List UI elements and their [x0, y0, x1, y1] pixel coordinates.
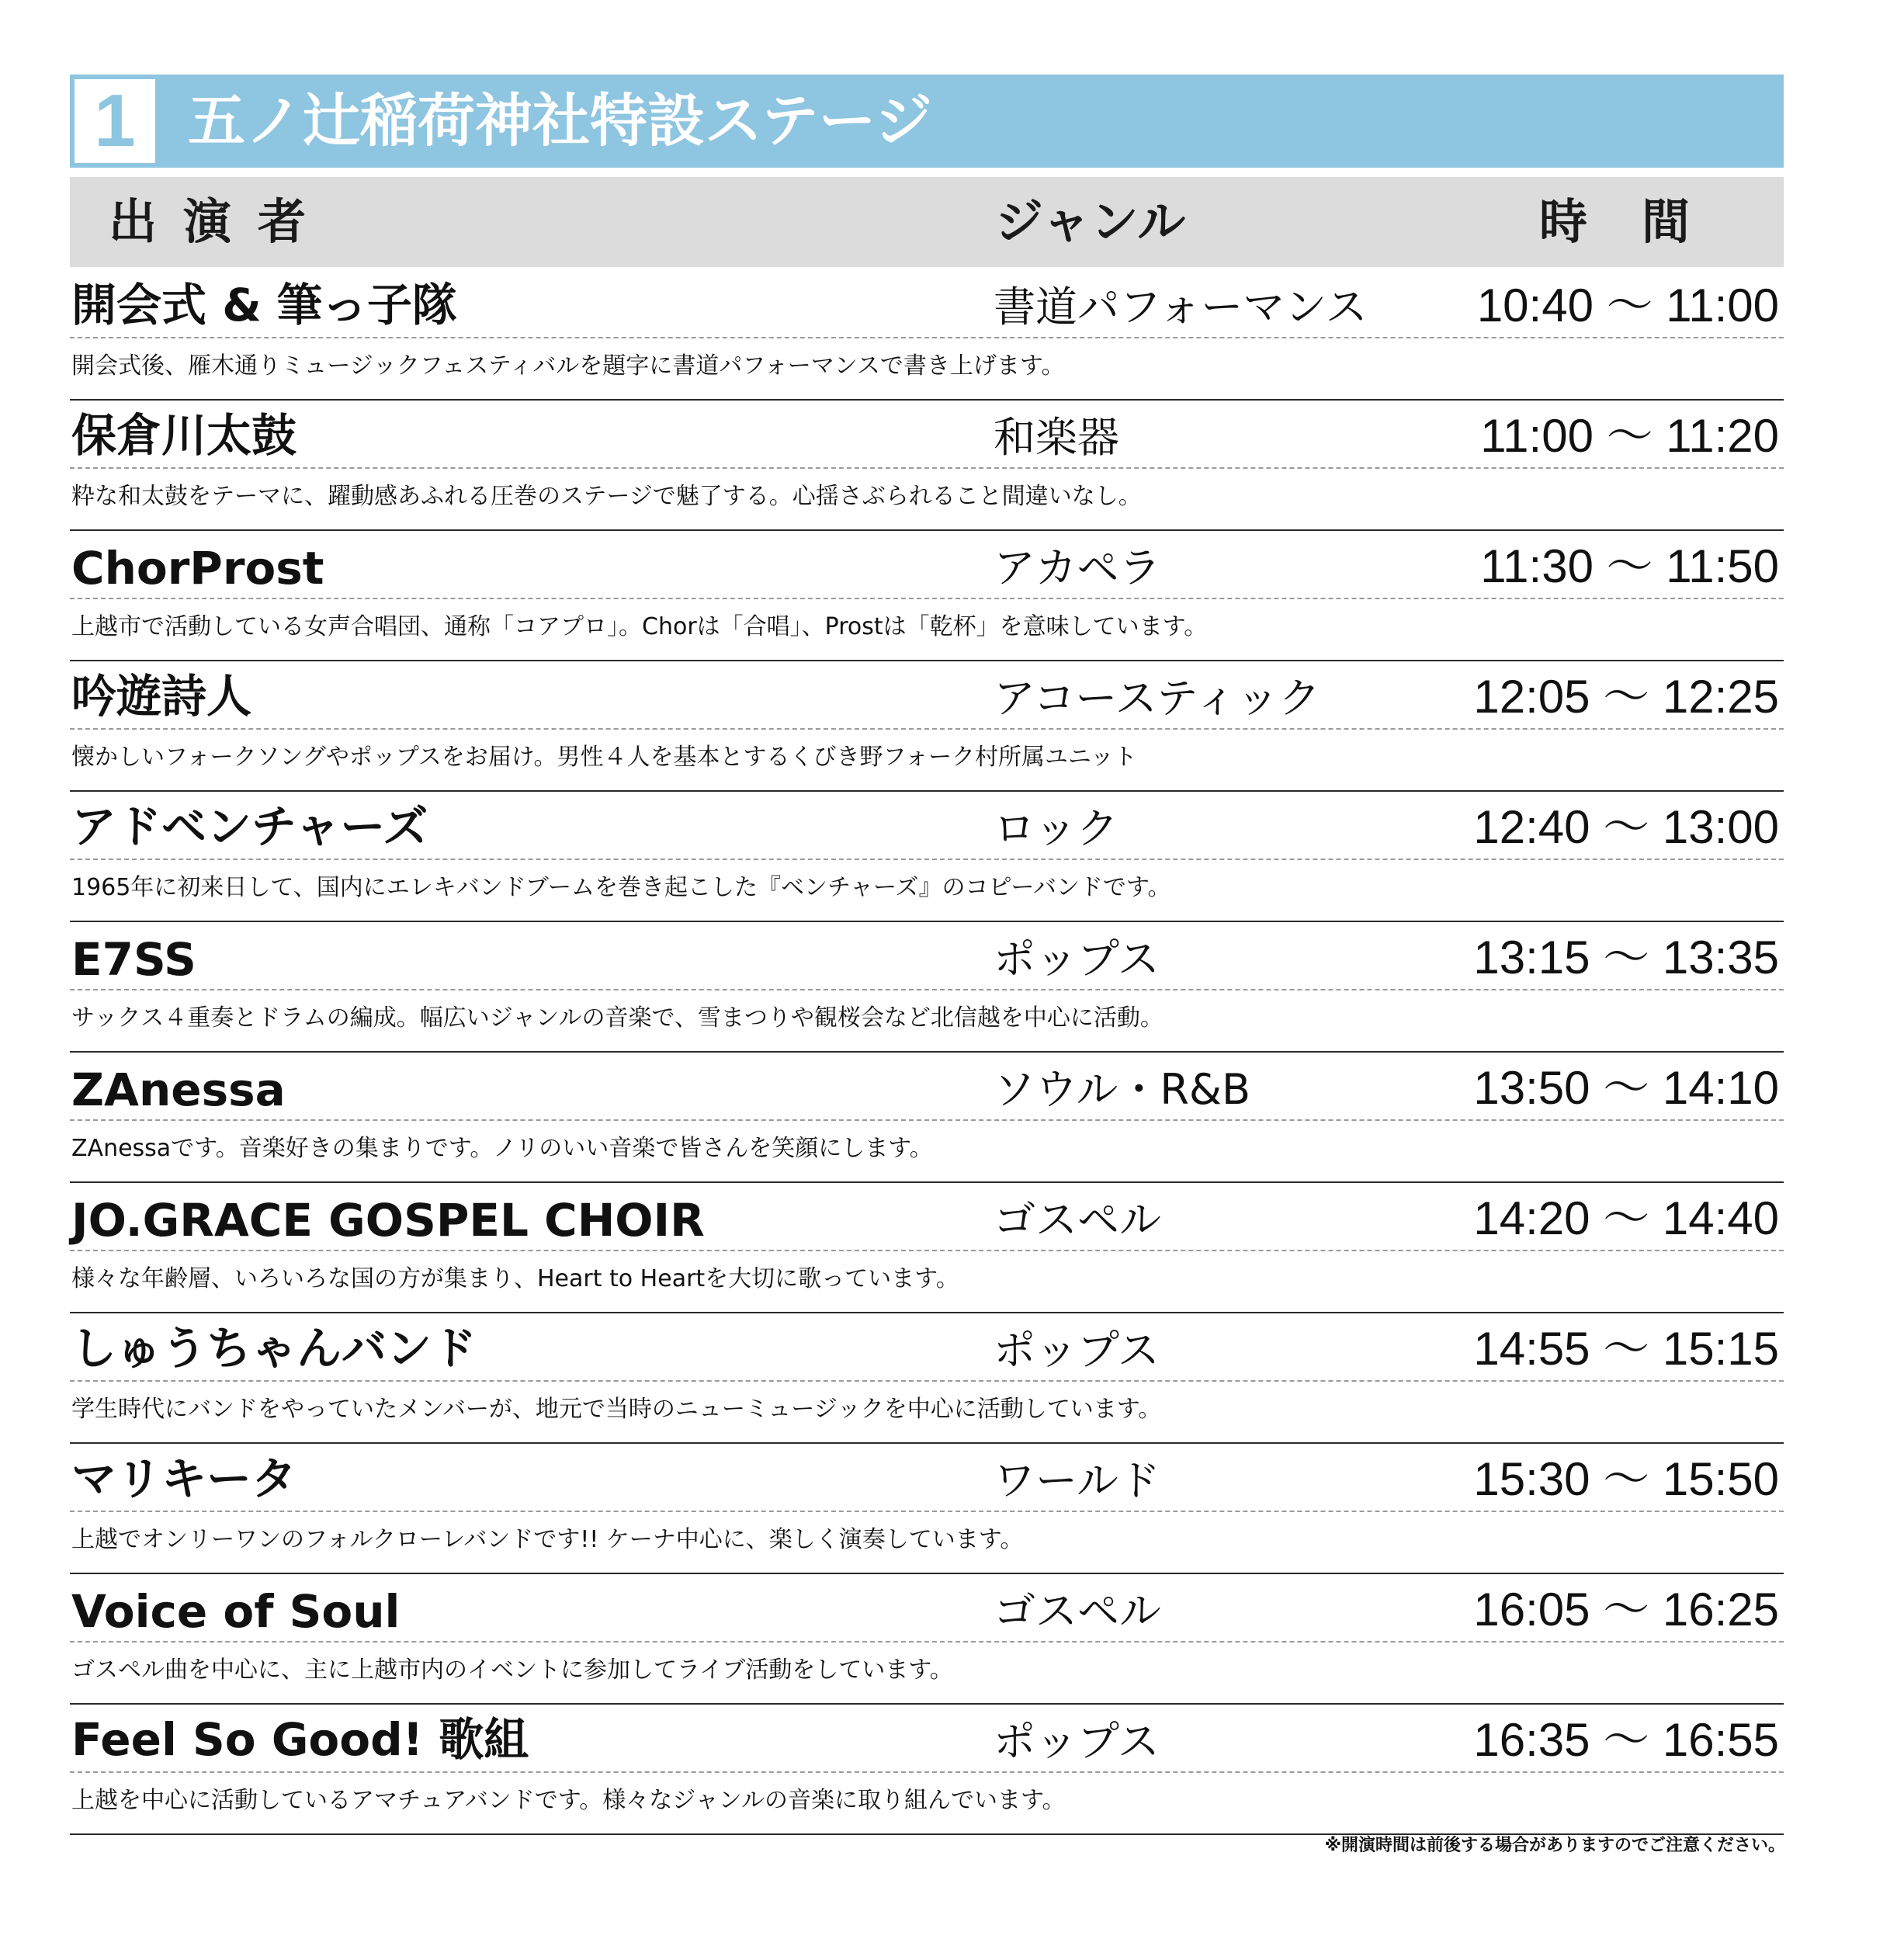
- time-range: 12:05 ～ 12:25: [1473, 671, 1779, 723]
- row-main-line: [70, 1313, 1784, 1382]
- time-range: 16:05 ～ 16:25: [1473, 1584, 1779, 1636]
- genre-label: ソウル・R&B: [994, 1065, 1251, 1114]
- time-range: 11:30 ～ 11:50: [1480, 540, 1779, 592]
- table-row: [70, 1705, 1784, 1835]
- table-row: [70, 922, 1784, 1053]
- performer-name: アドベンチャーズ: [71, 800, 428, 853]
- row-main-line: [70, 270, 1784, 338]
- row-main-line: [70, 1053, 1784, 1121]
- genre-label: ゴスペル: [994, 1195, 1161, 1244]
- row-main-line: [70, 1444, 1784, 1512]
- performer-description: サックス４重奏とドラムの編成。幅広いジャンルの音楽で、雪まつりや観桜会など北信越を中心に活動。: [71, 1004, 1164, 1032]
- genre-label: アコースティック: [994, 674, 1321, 723]
- time-range: 15:30 ～ 15:50: [1473, 1453, 1779, 1505]
- time-range: 14:20 ～ 14:40: [1473, 1192, 1779, 1244]
- performer-name: しゅうちゃんバンド: [71, 1322, 477, 1375]
- time-range: 13:50 ～ 14:10: [1473, 1062, 1779, 1114]
- row-main-line: [70, 922, 1784, 990]
- performer-description: ZAnessaです。音楽好きの集まりです。ノリのいい音楽で皆さんを笑顔にします。: [71, 1135, 933, 1162]
- stage-title-bar: [70, 75, 1784, 168]
- table-header: [70, 177, 1784, 267]
- genre-label: アカペラ: [994, 543, 1161, 592]
- genre-label: ポップス: [994, 935, 1160, 983]
- genre-label: ポップス: [994, 1717, 1160, 1766]
- performer-name: 保倉川太鼓: [71, 409, 297, 462]
- row-main-line: [70, 531, 1784, 599]
- performer-description: ゴスペル曲を中心に、主に上越市内のイベントに参加してライブ活動をしています。: [71, 1656, 953, 1684]
- performer-description: 様々な年齢層、いろいろな国の方が集まり、Heart to Heartを大切に歌っています。: [71, 1265, 959, 1292]
- performer-description: 上越市で活動している女声合唱団、通称「コアプロ」。Chorは「合唱」、Prostは「乾杯」を意味しています。: [71, 613, 1208, 640]
- table-row: [70, 1053, 1784, 1183]
- performer-name: E7SS: [71, 933, 196, 986]
- performer-name: マリキータ: [71, 1452, 297, 1505]
- stage-title: 五ノ辻稲荷神社特設ステージ: [188, 88, 933, 154]
- time-range: 11:00 ～ 11:20: [1480, 410, 1779, 462]
- performer-description: 開会式後、雁木通りミュージックフェスティバルを題字に書道パフォーマンスで書き上げます。: [71, 352, 1065, 380]
- header-time: 時間: [1539, 193, 1745, 250]
- row-main-line: [70, 792, 1784, 860]
- header-performer: 出演者: [109, 193, 333, 250]
- performer-description: 上越を中心に活動しているアマチュアバンドです。様々なジャンルの音楽に取り組んでいます。: [71, 1787, 1066, 1814]
- header-genre: ジャンル: [995, 193, 1186, 250]
- time-range: 14:55 ～ 15:15: [1473, 1323, 1779, 1375]
- genre-label: ロック: [994, 804, 1118, 853]
- performer-name: JO.GRACE GOSPEL CHOIR: [71, 1194, 705, 1247]
- time-range: 13:15 ～ 13:35: [1473, 931, 1779, 983]
- table-row: [70, 661, 1784, 792]
- table-row: [70, 401, 1784, 531]
- footnote: ※開演時間は前後する場合がありますのでご注意ください。: [1324, 1836, 1785, 1855]
- genre-label: ポップス: [994, 1326, 1160, 1375]
- row-main-line: [70, 661, 1784, 730]
- table-row: [70, 1574, 1784, 1705]
- genre-label: ゴスペル: [994, 1587, 1161, 1636]
- performer-name: Voice of Soul: [71, 1585, 401, 1638]
- table-row: [70, 792, 1784, 922]
- time-range: 12:40 ～ 13:00: [1473, 801, 1779, 853]
- performer-description: 1965年に初来日して、国内にエレキバンドブームを巻き起こした『ベンチャーズ』のコピーバンドです。: [71, 874, 1171, 901]
- genre-label: 和楽器: [994, 413, 1119, 462]
- stage-number-badge: 1: [75, 79, 155, 163]
- performer-name: ChorProst: [71, 542, 324, 595]
- performer-description: 懐かしいフォークソングやポップスをお届け。男性４人を基本とするくびき野フォーク村所属ユニット: [71, 744, 1137, 771]
- performer-name: ZAnessa: [71, 1063, 286, 1116]
- performer-name: 開会式 & 筆っ子隊: [71, 279, 457, 331]
- performer-description: 学生時代にバンドをやっていたメンバーが、地元で当時のニューミュージックを中心に活動しています。: [71, 1396, 1162, 1423]
- genre-label: 書道パフォーマンス: [994, 283, 1368, 331]
- performer-description: 上越でオンリーワンのフォルクローレバンドです!! ケーナ中心に、楽しく演奏しています。: [71, 1526, 1024, 1553]
- time-range: 10:40 ～ 11:00: [1476, 279, 1779, 331]
- table-row: [70, 1183, 1784, 1313]
- performer-description: 粋な和太鼓をテーマに、躍動感あふれる圧巻のステージで魅了する。心揺さぶられること間違いなし。: [71, 483, 1142, 510]
- table-row: [70, 1444, 1784, 1574]
- time-range: 16:35 ～ 16:55: [1473, 1714, 1779, 1766]
- row-main-line: [70, 1705, 1784, 1773]
- row-main-line: [70, 1183, 1784, 1251]
- performance-list: [70, 270, 1784, 1835]
- table-row: [70, 270, 1784, 401]
- row-main-line: [70, 401, 1784, 469]
- table-row: [70, 531, 1784, 661]
- genre-label: ワールド: [994, 1456, 1160, 1505]
- row-main-line: [70, 1574, 1784, 1643]
- performer-name: 吟遊詩人: [71, 670, 252, 723]
- performer-name: Feel So Good! 歌組: [71, 1713, 529, 1766]
- table-row: [70, 1313, 1784, 1444]
